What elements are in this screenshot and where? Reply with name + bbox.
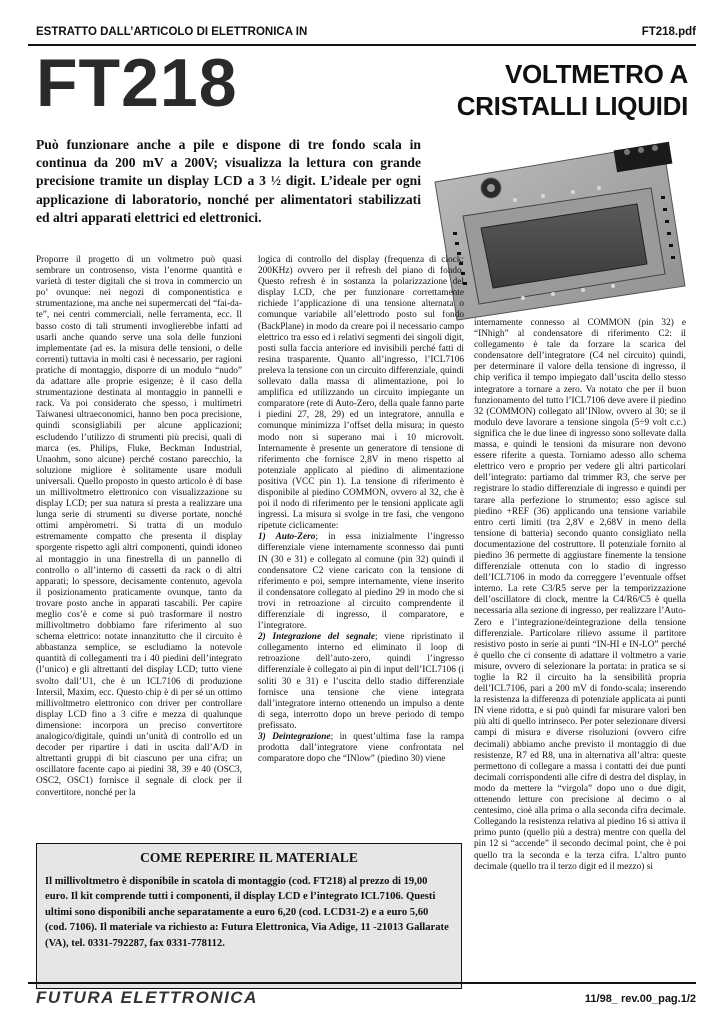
footer-rule — [28, 982, 696, 984]
phase-text: ; in essa inizialmente l’ingresso differenziale viene internamente sconnesso dai punti IN (30 e 31) e collegato al comune (pin 32) quindi il condensatore C2 viene caricato con la tensione di riferimento e poi, sempre internamente, viene inserito il condensatore collegato al piedino 29 in modo che si trovi in retroazione al circuito comprendente il differenziale di ingresso, il comparatore, e l’integratore. — [258, 532, 464, 632]
product-title — [457, 58, 688, 122]
footer-page-ref: 11/98_ rev.00_pag.1/2 — [584, 993, 696, 1005]
article-paragraph: logica di controllo del display (frequenza di clock: 200KHz) ovvero per il refresh del piano di fondo. Questo refresh è in sostanza la polarizzazione del display LCD, che per funzionare correttamente richiede l’applicazione di una tensione alternata o comunque variabile all’elettrodo posto sul fondo (BackPlane) in modo da creare poi il necessario campo elettrico tra esso ed i relativi segmenti dei singoli digit, posti sulla faccia anteriore ed invisibili perché fatti di resina trasparente. Quanto all’ingresso, l’ICL7106 preleva la tensione con un circuito differenziale, quindi sollevato dalla massa di alimentazione, poi lo amplifica ed utilizzando un circuito impiegante un comparatore (rete di Auto-Zero, della quale fanno parte i piedini 27, 28, 29) ed un integratore, annulla e comunque minimizza l’offset della misura; in questo modo non si superano mai i 10 microvolt. Internamente è presente un generatore di tensione di riferimento che fornisce 2,8V in meno rispetto al potenziale applicato al piedino di alimentazione positiva (VCC pin 1). La tensione di riferimento è disponibile al piedino COMMON, ovvero al 32, che è poi il nodo di riferimento per le tensioni applicate agli ingressi. La misura si svolge in tre fasi, che vengono ripetute ciclicamente: — [258, 255, 464, 532]
article-column-3 — [474, 318, 686, 964]
material-box-title: COME REPERIRE IL MATERIALE — [140, 850, 358, 865]
lead-paragraph: Può funzionare anche a pile e dispone di tre fondo scala in continua da 200 mV a 200V; visualizza la lettura con grande precisione tramite un display LCD a 3 ½ digit. L’ideale per ogni applicazione di laboratorio, nonché per alimentatori stabilizzati ed altri apparati elettrici ed elettronici. — [36, 137, 421, 225]
phase-text: ; in quest’ultima fase la rampa prodotta dall’integratore viene confrontata nel comparatore dopo che “INlow” (piedino 30) viene — [258, 732, 464, 765]
article-paragraph: internamente connesso al COMMON (pin 32) e “INhigh” al condensatore di riferimento C2: il collegamento è tale da forzare la scarica del condensatore dell’integratore (C4 nel circuito) quindi, per determinare il valore della tensione di ingresso, il chip verifica il tempo impiegato dall’uscita dello stesso integratore a tornare a zero. Va notato che per il buon funzionamento del tutto l’ICL7106 deve avere il piedino 32 (COMMON) collegato all’INlow, ovvero al 30; se il modulo deve lavorare a tensione singola (5÷9 volt c.c.) significa che le due linee di ingresso sono sollevate dalla massa, e quindi le tensioni da misurare non devono essere riferite a questa. Torniamo adesso allo schema elettrico vero e proprio per vedere gli altri particolari dell’integrato: partiamo dal trimmer R3, che serve per registrare lo stadio differenziale di ingresso e quindi per tarare alla perfezione lo strumento; esso agisce sul piedino +REF (36) applicando una tensione variabile entro certi limiti (tra 2,8V e 2,68V in meno della tensione di batteria) secondo quanto consigliato nella documentazione del costruttore. Il potenziale fornito al piedino 36 permette di aggiustare finemente la tensione differenziale ottenuta con lo stadio di ingresso dell’ICL7106 in modo da correggere l’eventuale offset interno. La rete C3/R5 serve per la temporizzazione dell’oscillatore di clock, mentre la C4/R6/C5 è quella necessaria alla sezione di ingresso, per realizzare l’Auto-Zero e l’integrazione/deintegrazione della tensione differenziale. Particolare rilievo assume il partitore resistivo posto in serie ai punti “IN-HI e IN-LO” perché è quello che ci consente di adattare il voltmetro a varie misure, ovvero di selezionare la portata: in pratica se si toglie la R2 il circuito ha la sensibilità propria dell’ICL7106, pari a 200 mV di fondo-scala; inserendo la resistenza la differenza di potenziale applicata ai punti IN viene ridotta, e si può quindi far misurare valori ben più alti di quello intrinseco. Per poter selezionare diversi campi di misura e diverse risoluzioni (ovvero cifre decimali) abbiamo anche previsto il montaggio di due resistenze, R7 ed R8, una in alternativa all’altra: queste permettono di collegare a massa i contatti dei due punti decimali corrispondenti alle cifre di destra del display, in modo da mettere la “virgola” dopo uno o due digit, ottenendo letture con precisione al decimo o al centesimo, cioè alla prima o alla seconda cifra decimale. Collegando la resistenza relativa al piedino 16 si attiva il primo punto (quello più a destra) mentre con quella del pin 12 si “accende” il secondo decimal point, che è poi quello tra la seconda e la terza cifra. L’altro punto decimale (quello tra il terzo digit ed il mezzo) si — [474, 318, 686, 872]
header-source: ESTRATTO DALL’ARTICOLO DI ELETTRONICA IN — [36, 26, 308, 38]
article-column-2 — [258, 255, 464, 839]
title-line-2: CRISTALLI LIQUIDI — [456, 91, 688, 121]
product-code: FT218 — [36, 45, 238, 121]
article-column-1 — [36, 255, 242, 839]
material-box — [36, 843, 462, 989]
phase-integration — [258, 632, 464, 732]
page-header — [28, 26, 696, 40]
phase-text: ; viene ripristinato il collegamento interno ed eliminato il loop di retroazione dell’auto-zero, quindi l’ingresso differenziale è collegato ai pin di input dell’ICL7106 (i soliti 30 e 31) e l’uscita dello stadio differenziale fornisce una tensione che viene integrata dall’integratore interno ottenendo un impulso a dente di sega, interrotto dopo un breve periodo di tempo prefissato. — [258, 632, 464, 731]
article-paragraph: Proporre il progetto di un voltmetro può quasi sembrare un controsenso, vista l’enorme quantità e varietà di tester digitali che si trova in commercio un po’ ovunque: nei negozi di componentistica e strumentazione, ma anche nei supermercati del “fai-da-te”, nei centri commerciali, nelle ferramenta, ecc. Il basso costo di tali strumenti invoglierebbe infatti ad usarli anche quando serve una sola delle funzioni implementate (ad es. la misura delle tensioni, o delle correnti) tuttavia in molti casi è necessario, per ragioni pratiche di montaggio, disporre di un modulo “nudo” da adattare alle proprie esigenze; è il caso della strumentazione destinata al montaggio in pannelli e rack. Va poi considerato che spesso, i multimetri Taiwanesi ultraeconomici, hanno ben poca precisione, quindi sconsigliabili per alcune applicazioni; escludendo l’utilizzo di strumenti più precisi, quali di marca (es. Philips, Fluke, Beckman Industrial, Unaohm, sono alcune) perché costano parecchio, la soluzione migliore è solitamente usare moduli universali. Quello proposto in questo articolo è di base un millivoltmetro elettronico con visualizzazione su display LCD; per sua natura si presta a realizzare una lunga serie di strumenti su diverse portate, nonché ottimi ampèrometri. Si tratta di un modulo estremamente compatto che presenta il display sporgente rispetto agli altri componenti, quindi idoneo al montaggio in una finestrella di un pannello di controllo o all’interno di cassetti da rack o di altri apparati; lo spessore, decisamente contenuto, agevola il posizionamento praticamente ovunque, tanto da trovare posto anche in apparati tascabili. Per capire meglio cos’è e come si può trasformare il nostro millivoltmetro dobbiamo fare riferimento al suo schema elettrico: notate innanzitutto che il circuito è abbastanza semplice, se escludiamo la notevole quantità di collegamenti tra i 40 piedini dell’integrato (l’unico) e gli altrettanti del display LCD; tutto viene svolto dall’U1, che è un ICL7106 di produzione Intersil, Maxim, ecc. Questo chip è di per sé un ottimo millivoltmetro elettronico con driver per controllare display LCD fino a 3 cifre e mezza di qualunque dimensione: incorpora un preciso convertitore analogico/digitale, quindi un’unità di controllo ed un decoder per ripartire i dati in uscita dall’A/D in altrettanti gruppi di bit ciascuno per una cifra; un oscillatore facente capo ai piedini 38, 39 e 40 (OSC3, OSC2, OSC1) fornisce il segnale di clock per il convertitore, nonché per la — [36, 255, 242, 798]
phase-auto-zero — [258, 532, 464, 632]
footer-brand-logo: FUTURA ELETTRONICA — [36, 988, 258, 1007]
title-line-1: VOLTMETRO A — [504, 59, 688, 89]
header-filename: FT218.pdf — [641, 26, 696, 38]
phase-deintegration — [258, 732, 464, 765]
material-box-body: Il millivoltmetro è disponibile in scatola di montaggio (cod. FT218) al prezzo di 19,00 euro. Il kit comprende tutti i componenti, il display LCD e l’integrato ICL7106. Questi ultimi sono disponibili anche separatamente a euro 6,20 (cod. LCD31-2) e a euro 5,60 (cod. 7106). Il materiale va richiesto a: Futura Elettronica, Via Adige, 11 -21013 Gallarate (VA), tel. 0331-792287, fax 0331-778112. — [45, 876, 449, 949]
phase-label: 3) Deintegrazione — [258, 732, 331, 743]
phase-label: 2) Integrazione del segnale — [258, 632, 375, 643]
phase-label: 1) Auto-Zero — [258, 532, 316, 543]
